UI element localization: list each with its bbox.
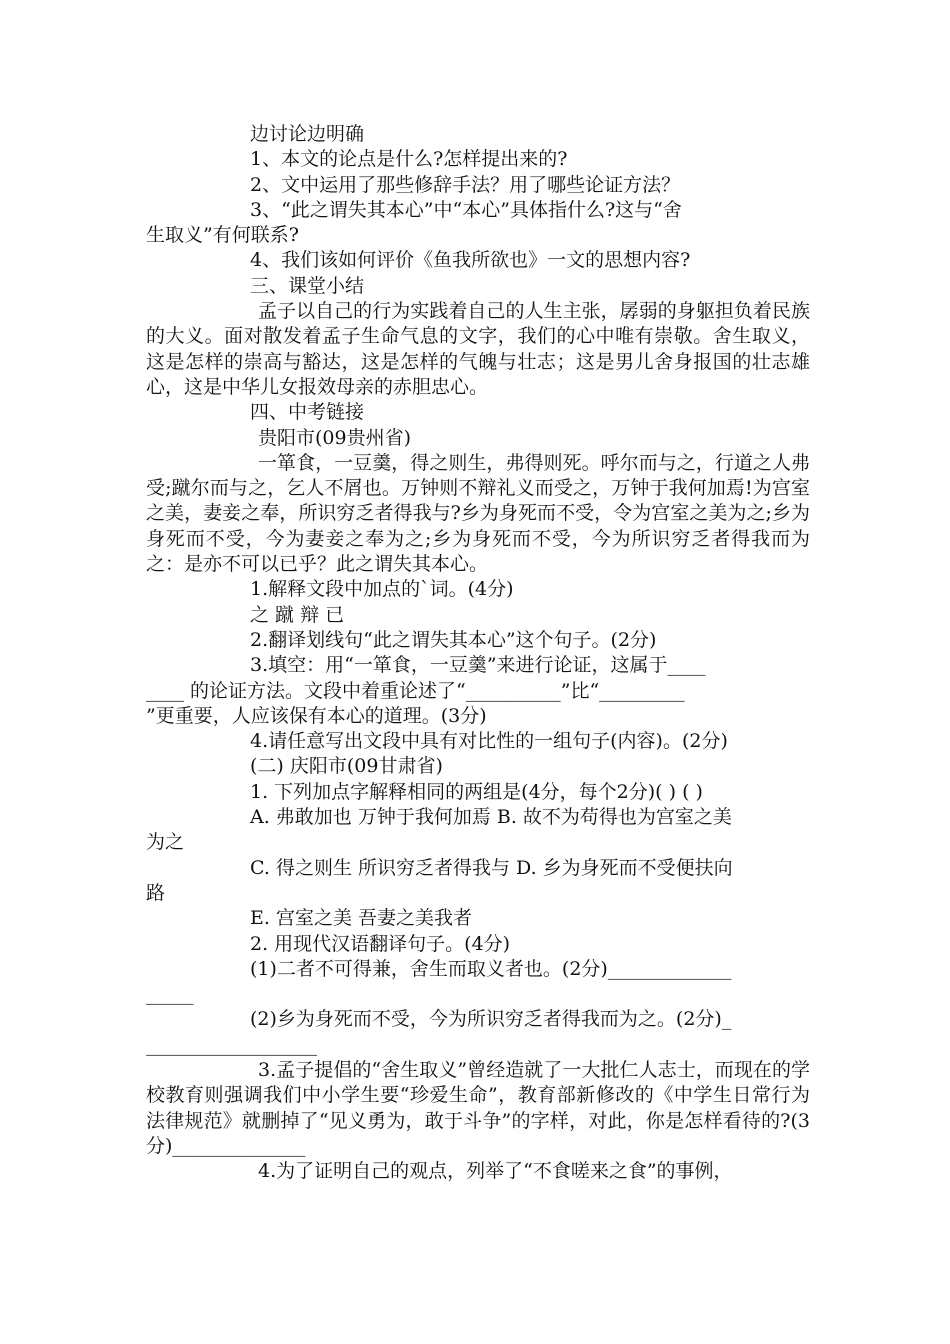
exam-source-qingyang: (二) 庆阳市(09甘肃省)	[250, 755, 443, 778]
qingyang-q1: 1. 下列加点字解释相同的两组是(4分，每个2分)( ) ( )	[250, 780, 703, 803]
option-d-cont: 路	[146, 881, 166, 904]
option-c-d: C. 得之则生 所识穷乏者得我与 D. 乡为身死而不受便扶向	[250, 856, 733, 879]
option-b-cont: 为之	[146, 831, 185, 854]
translate-2: (2)乡为身死而不受，今为所识穷乏者得我而为之。(2分)_	[250, 1008, 732, 1031]
question-4: 4、我们该如何评价《鱼我所欲也》一文的思想内容?	[250, 249, 691, 272]
translate-1: (1)二者不可得兼，舍生而取义者也。(2分)_____________	[250, 957, 732, 980]
summary-text: 孟子以自己的行为实践着自己的人生主张，孱弱的身躯担负着民族的大义。面对散发着孟子生命气息的文字，我们的心中唯有崇敬。舍生取义，这是怎样的崇高与豁达，这是怎样的气魄与壮志；这是男儿舍身报国的壮志雄心，这是中华儿女报效母亲的赤胆忠心。	[146, 300, 810, 398]
qingyang-q2: 2. 用现代汉语翻译句子。(4分)	[250, 932, 511, 955]
exam-q1: 1.解释文段中加点的`词。(4分)	[250, 578, 514, 601]
question-3-line-2: 生取义”有何联系?	[146, 224, 299, 247]
classical-passage	[146, 451, 810, 577]
discussion-heading: 边讨论边明确	[250, 123, 365, 145]
exam-q3-line-1: 3.填空：用“一箪食，一豆羹”来进行论证，这属于____	[250, 654, 706, 677]
exam-q2: 2.翻译划线句“此之谓失其本心”这个句子。(2分)	[250, 628, 657, 651]
exam-q1-words: 之 蹴 辩 已	[250, 603, 345, 626]
exam-q4: 4.请任意写出文段中具有对比性的一组句子(内容)。(2分)	[250, 730, 728, 753]
qingyang-q3-text: 3.孟子提倡的“舍生取义”曾经造就了一大批仁人志士，而现在的学校教育则强调我们中小学生要“珍爱生命”，教育部新修改的《中学生日常行为法律规范》就删掉了“见义勇为，敢于斗争”的字样，对此，你是怎样看待的?(3分)______________	[146, 1058, 810, 1157]
exam-source-guiyang: 贵阳市(09贵州省)	[258, 426, 412, 449]
exam-q3-line-2: ____ 的论证方法。文段中着重论述了“__________”比“_________	[146, 679, 685, 702]
translate-2-blank: __________________	[146, 1033, 317, 1056]
section-summary-heading: 三、课堂小结	[250, 274, 365, 297]
translate-1-blank: _____	[146, 983, 194, 1006]
section-exam-heading: 四、中考链接	[250, 401, 365, 424]
option-a-b: A. 弗敢加也 万钟于我何加焉 B. 故不为苟得也为宫室之美	[250, 806, 732, 829]
question-2: 2、文中运用了那些修辞手法？用了哪些论证方法？	[250, 173, 681, 196]
option-e: E. 宫室之美 吾妻之美我者	[250, 907, 472, 930]
question-1: 1、本文的论点是什么?怎样提出来的?	[250, 148, 568, 171]
question-3-line-1: 3、“此之谓失其本心”中“本心”具体指什么?这与“舍	[250, 198, 682, 221]
exam-q3-line-3: ”更重要，人应该保有本心的道理。(3分)	[146, 704, 487, 727]
passage-text: 一箪食，一豆羹，得之则生，弗得则死。呼尔而与之，行道之人弗受;蹴尔而与之，乞人不屑也。万钟则不辩礼义而受之，万钟于我何加焉!为宫室之美，妻妾之奉，所识穷乏者得我与?乡为身死而不受，令为宫室之美为之;乡为身死而不受，今为妻妾之奉为之;乡为身死而不受，今为所识穷乏者得我而为之：是亦不可以已乎？此之谓失其本心。	[146, 451, 810, 576]
summary-paragraph	[146, 299, 810, 400]
qingyang-q3	[146, 1058, 810, 1159]
qingyang-q4: 4.为了证明自己的观点，列举了“不食嗟来之食”的事例，	[258, 1160, 733, 1183]
document-body	[146, 122, 810, 1184]
